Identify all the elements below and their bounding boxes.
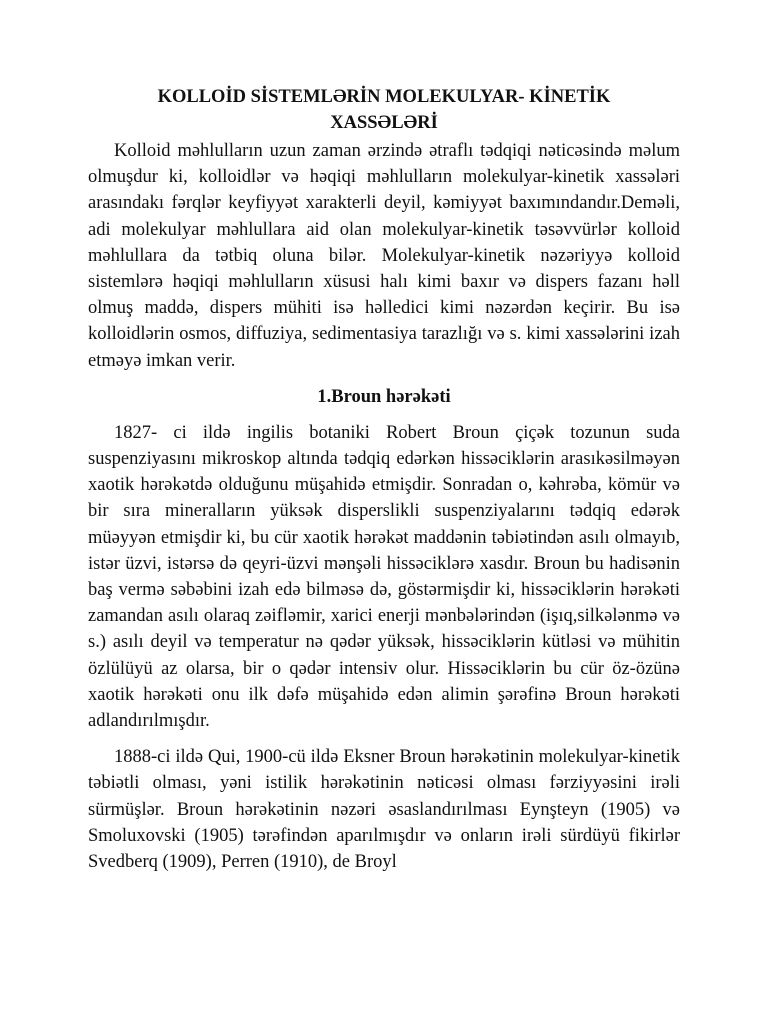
title-line-2: XASSƏLƏRİ [330, 113, 438, 133]
section1-paragraph-2: 1888-ci ildə Qui, 1900-cü ildə Eksner Broun hərəkətinin molekulyar-kinetik təbiətli olması, yəni istilik hərəkətinin nəticəsi olması fərziyyəsini irəli sürmüşlər. Broun hərəkətinin nəzəri əsaslandırılması Eynşteyn (1905) və Smoluxovski (1905) tərəfindən aparılmışdır və onların irəli sürdüyü fikirlər Svedberq (1909), Perren (1910), de Broyl [88, 747, 680, 873]
paragraph-gap [88, 734, 680, 744]
intro-paragraph: Kolloid məhlulların uzun zaman ərzində ətraflı tədqiqi nəticəsində məlum olmuşdur ki, kolloidlər və həqiqi məhlulların molekulyar-kinetik xassələri arasındakı fərqlər keyfiyyət xarakterli deyil, kəmiyyət baxımındandır.Deməli, adi molekulyar məhlullara aid olan molekulyar-kinetik təsəvvürlər kolloid məhlullara da tətbiq oluna bilər. Molekulyar-kinetik nəzəriyyə kolloid sistemlərə həqiqi məhlulların xüsusi halı kimi baxır və dispers fazanı həll olmuş maddə, dispers mühiti isə həlledici kimi nəzərdən keçirir. Bu isə kolloidlərin osmos, diffuziya, sedimentasiya tarazlığı və s. kimi xassələrini izah etməyə imkan verir. [88, 141, 680, 371]
document-title [88, 84, 680, 136]
section-heading-brownian-motion: 1.Broun hərəkəti [317, 386, 451, 407]
title-line-1: KOLLOİD SİSTEMLƏRİN MOLEKULYAR- KİNETİK [157, 87, 611, 107]
section1-paragraph-1: 1827- ci ildə ingilis botaniki Robert Broun çiçək tozunun suda suspenziyasını mikroskop altında tədqiq edərkən hissəciklərin arasıkəsilməyən xaotik hərəkətdə olduğunu müşahidə etmişdir. Sonradan o, kəhrəba, kömür və bir sıra mineralların yüksək disperslikli suspenziyalarını tədqiq edərək müəyyən etmişdir ki, bu cür xaotik hərəkət maddənin təbiətindən asılı olmayıb, istər üzvi, istərsə də qeyri-üzvi mənşəli hissəciklərə xasdır. Broun bu hadisənin baş vermə səbəbini izah edə bilməsə də, göstərmişdir ki, hissəciklərin hərəkəti zamandan asılı olaraq zəifləmir, xarici enerji mənbələrindən (işıq,silkələnmə və s.) asılı deyil və temperatur nə qədər yüksək, hissəciklərin kütləsi və mühitin özlülüyü az olarsa, bir o qədər intensiv olur. Hissəciklərin bu cür öz-özünə xaotik hərəkəti onu ilk dəfə müşahidə edən alimin şərəfinə Broun hərəkəti adlandırılmışdır. [88, 422, 680, 732]
document-page [88, 84, 680, 875]
